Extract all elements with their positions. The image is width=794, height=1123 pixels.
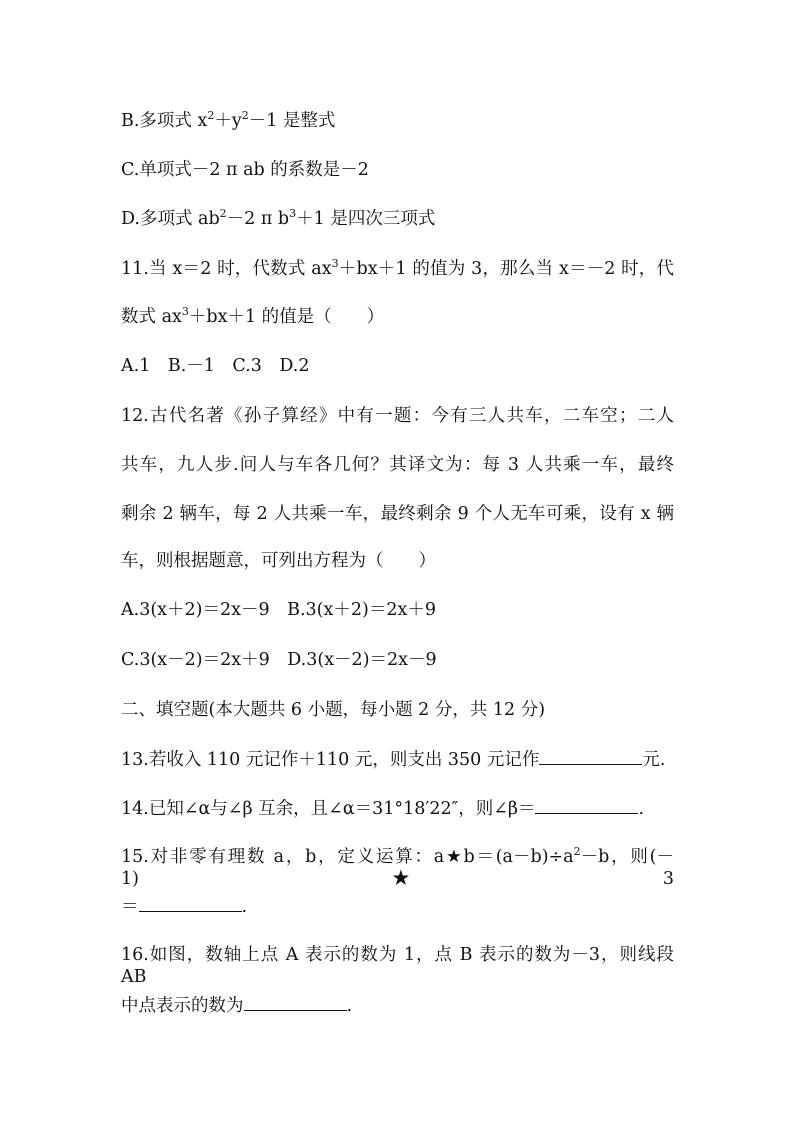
q12-options-cd: C.3(x－2)＝2x＋9 D.3(x－2)＝2x－9	[121, 650, 437, 670]
q11-options: A.1 B.－1 C.3 D.2	[121, 356, 310, 376]
q13: 13.若收入 110 元记作＋110 元，则支出 350 元记作 元.	[121, 750, 666, 770]
q16-line-1: 16.如图，数轴上点 A 表示的数为 1，点 B 表示的数为－3，则线段 AB	[121, 945, 674, 987]
q11-line-2: 数式 $ax^3+bx+1$ 的值是（ ）	[121, 305, 385, 327]
answer-blank[interactable]	[244, 994, 347, 1011]
answer-blank[interactable]	[535, 797, 638, 814]
section-heading: 二、填空题(本大题共 6 小题，每小题 2 分，共 12 分)	[121, 700, 546, 720]
q15-line-1: 15.对非零有理数 a，b，定义运算：$a★b=(a-b)\div a^2-b$，则(－1)★3	[121, 845, 674, 889]
q12-line-3: 剩余 2 辆车，每 2 人共乘一车，最终剩余 9 个人无车可乘，设有 x 辆	[121, 504, 674, 524]
q12-line-2: 共车，九人步.问人与车各几何？其译文为：每 3 人共乘一车，最终	[121, 455, 674, 475]
q14: 14.已知∠α与∠β 互余，且∠α＝31°18′22″，则∠β＝ .	[121, 799, 645, 819]
q10-option-c: C.单项式－2 π ab 的系数是－2	[121, 160, 369, 180]
q12-line-4: 车，则根据题意，可列出方程为（ ）	[121, 551, 436, 571]
q10-option-b: B.多项式 $x^2+y^2-1$ 是整式	[121, 109, 336, 131]
answer-blank[interactable]	[539, 748, 642, 765]
q12-options-ab: A.3(x＋2)＝2x－9 B.3(x＋2)＝2x＋9	[121, 600, 436, 620]
q15-line-2: ＝ .	[121, 897, 248, 917]
q11-line-1: 11.当 x＝2 时，代数式 $ax^3+bx+1$ 的值为 3，那么当 x＝－2 时，代	[121, 257, 675, 279]
q16-line-2: 中点表示的数为 .	[121, 996, 353, 1016]
q10-option-d: D.多项式 $ab^2-2$ π $b^3+1$ 是四次三项式	[121, 207, 436, 229]
q12-line-1: 12.古代名著《孙子算经》中有一题：今有三人共车，二车空；二人	[121, 406, 674, 426]
answer-blank[interactable]	[139, 895, 242, 912]
